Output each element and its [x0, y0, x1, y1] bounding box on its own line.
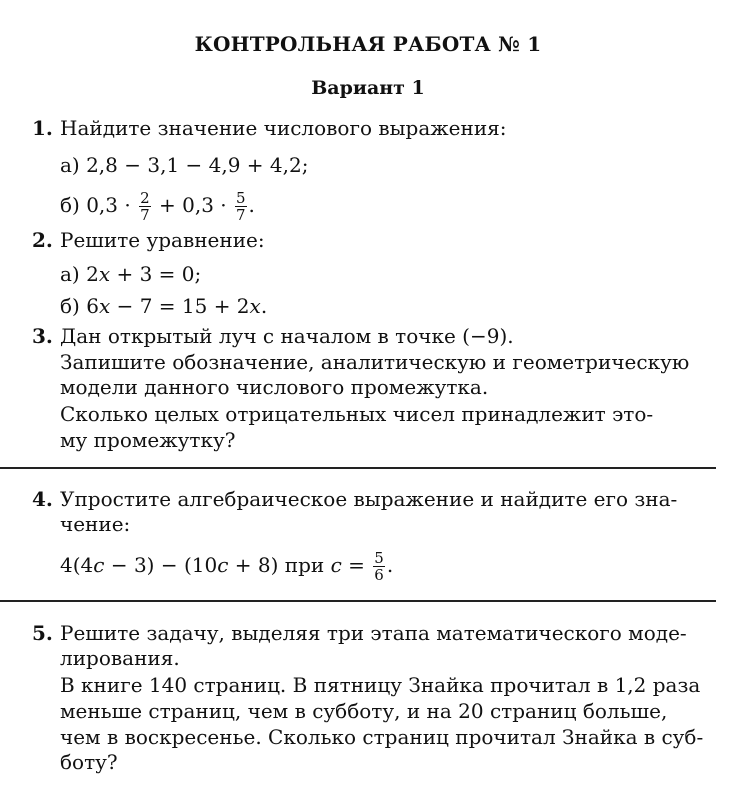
task-1-b-mid: + 0,3 · — [152, 193, 233, 217]
variable-c: c — [330, 553, 342, 577]
variable-c: c — [93, 553, 105, 577]
task-1-part-a: а) 2,8 − 3,1 − 4,9 + 4,2; — [60, 153, 309, 177]
task-3-line-3: модели данного числового промежутка. — [60, 375, 489, 399]
task-5-line-2: лирования. — [60, 646, 180, 670]
task-3-line-4: Сколько целых отрицательных чисел принадлежит это- — [60, 402, 654, 426]
task-1-b-end: . — [248, 193, 255, 217]
task-4-text-1: Упростите алгебраическое выражение и найдите его зна- — [60, 487, 678, 511]
task-1-text: Найдите значение числового выражения: — [60, 116, 507, 140]
task-1-part-b — [60, 190, 255, 223]
task-3-line-1 — [32, 324, 514, 349]
task-5-line-6: боту? — [60, 750, 118, 774]
task-2-part-a — [60, 262, 201, 287]
section-divider — [0, 467, 716, 469]
task-1-number: 1. — [32, 116, 53, 140]
document-title: КОНТРОЛЬНАЯ РАБОТА № 1 — [194, 32, 542, 56]
task-4-expression — [60, 550, 393, 583]
task-2-statement — [32, 228, 265, 253]
variable-x: x — [249, 294, 261, 318]
task-2-b-mid: − 7 = 15 + 2 — [110, 294, 250, 318]
expression-part: 4(4 — [60, 553, 94, 577]
variable-c: c — [217, 553, 229, 577]
fraction-denominator: 7 — [140, 206, 150, 224]
task-4-line-1 — [32, 487, 677, 512]
fraction-5-7 — [235, 190, 247, 223]
fraction-2-7 — [139, 190, 151, 223]
expression-part: + 8) при — [228, 553, 331, 577]
task-2-text: Решите уравнение: — [60, 228, 265, 252]
section-divider — [0, 600, 716, 602]
task-2-a-rest: + 3 = 0; — [110, 262, 202, 286]
task-2-number: 2. — [32, 228, 53, 252]
fraction-denominator: 6 — [374, 566, 384, 584]
expression-end: . — [386, 553, 394, 577]
task-3-line-2: Запишите обозначение, аналитическую и геометрическую — [60, 350, 690, 374]
variant-heading: Вариант 1 — [311, 77, 425, 99]
task-1-b-label: б) 0,3 · — [60, 193, 138, 217]
task-2-b-label: б) 6 — [60, 294, 99, 318]
task-5-number: 5. — [32, 621, 53, 645]
task-3-line-5: му промежутку? — [60, 428, 236, 452]
fraction-denominator: 7 — [236, 206, 246, 224]
task-5-line-4: меньше страниц, чем в субботу, и на 20 страниц больше, — [60, 699, 668, 723]
fraction-5-6 — [373, 550, 385, 583]
task-1-statement — [32, 116, 507, 141]
fraction-numerator: 2 — [140, 189, 150, 207]
expression-part: − 3) − (10 — [104, 553, 218, 577]
fraction-numerator: 5 — [236, 189, 246, 207]
task-5-text-1: Решите задачу, выделяя три этапа математического моде- — [60, 621, 687, 645]
task-2-a-label: а) 2 — [60, 262, 99, 286]
variable-x: x — [98, 262, 111, 286]
task-5-line-3: В книге 140 страниц. В пятницу Знайка прочитал в 1,2 раза — [60, 673, 701, 697]
variable-x: x — [98, 294, 111, 318]
task-3-number: 3. — [32, 324, 53, 348]
task-4-line-2: чение: — [60, 512, 131, 536]
task-3-text-1: Дан открытый луч с началом в точке (−9). — [60, 324, 514, 348]
task-5-line-1 — [32, 621, 687, 646]
task-5-line-5: чем в воскресенье. Сколько страниц прочитал Знайка в суб- — [60, 725, 704, 749]
fraction-numerator: 5 — [374, 549, 384, 567]
task-4-number: 4. — [32, 487, 53, 511]
expression-part: = — [341, 553, 372, 577]
task-2-part-b — [60, 294, 267, 319]
task-2-b-end: . — [260, 294, 268, 318]
